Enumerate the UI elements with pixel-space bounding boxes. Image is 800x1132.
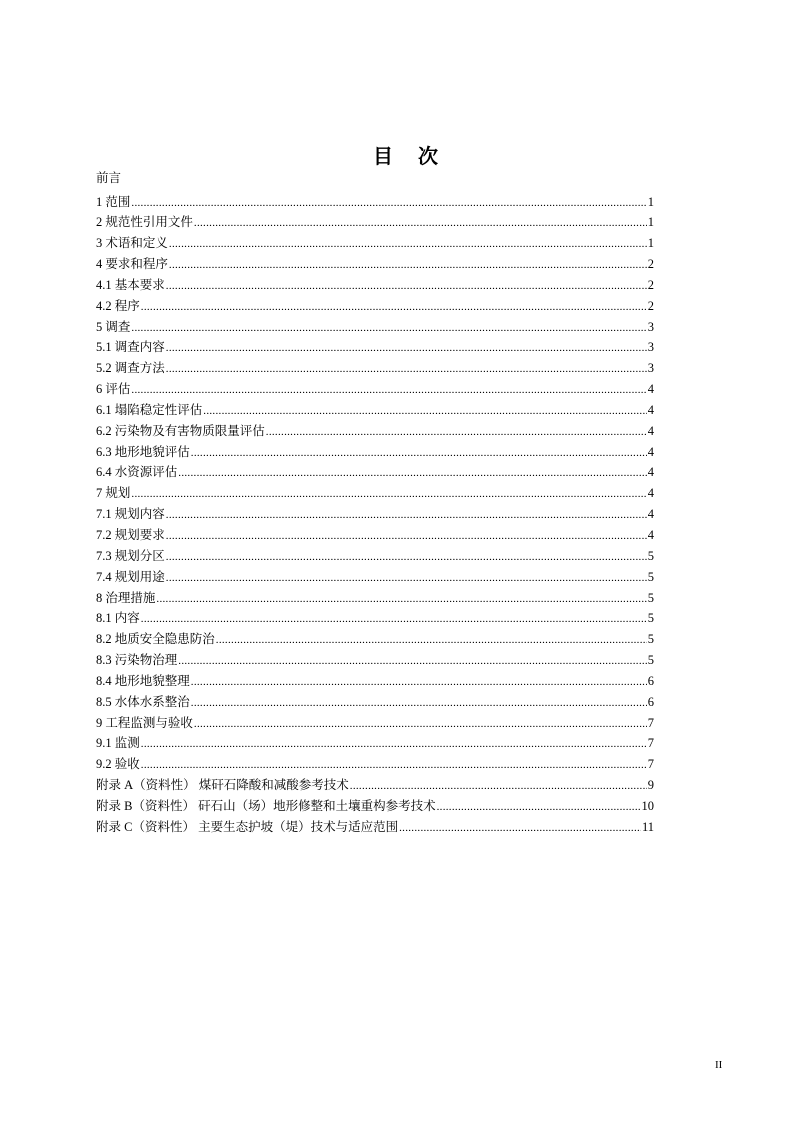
toc-entry-title: 附录 A（资料性） 煤矸石降酸和减酸参考技术: [96, 778, 349, 793]
toc-entry[interactable]: [96, 462, 654, 483]
toc-entry-page: 4: [647, 528, 654, 542]
toc-entry-title: 5 调查: [96, 319, 131, 334]
toc-entry[interactable]: [96, 233, 654, 254]
toc-entry[interactable]: [96, 713, 654, 734]
toc-entry-title: 5.2 调查方法: [96, 361, 165, 376]
toc-leader-dots: [166, 547, 647, 568]
toc-entry[interactable]: [96, 650, 654, 671]
toc-entry[interactable]: [96, 483, 654, 504]
toc-entry-title: 8.1 内容: [96, 611, 140, 626]
toc-leader-dots: [437, 797, 641, 818]
toc-leader-dots: [131, 484, 646, 505]
toc-leader-dots: [191, 693, 647, 714]
toc-leader-dots: [166, 505, 647, 526]
toc-entry[interactable]: [96, 775, 654, 796]
toc-entry-page: 4: [647, 423, 654, 438]
toc-entry-page: 11: [641, 819, 654, 834]
toc-entry[interactable]: [96, 671, 654, 692]
toc-leader-dots: [166, 568, 647, 589]
toc-leader-dots: [216, 630, 647, 651]
toc-entry[interactable]: [96, 317, 654, 338]
toc-entry-title: 7.1 规划内容: [96, 507, 165, 522]
toc-entry[interactable]: [96, 692, 654, 713]
toc-entry-page: 1: [647, 194, 654, 209]
toc-entry-page: 5: [647, 548, 654, 563]
toc-entry-title: 7 规划: [96, 486, 131, 501]
toc-entry[interactable]: [96, 212, 654, 233]
toc-entry-title: 6.3 地形地貌评估: [96, 444, 190, 459]
toc-entry-title: 7.3 规划分区: [96, 548, 165, 563]
toc-entry-page: 2: [647, 277, 654, 292]
toc-entry-title: 3 术语和定义: [96, 236, 168, 251]
toc-entry[interactable]: [96, 754, 654, 775]
toc-entry-title: 6.1 塌陷稳定性评估: [96, 402, 203, 417]
toc-leader-dots: [141, 297, 647, 318]
toc-entry-title: 1 范围: [96, 194, 131, 209]
toc-entry[interactable]: [96, 733, 654, 754]
toc-leader-dots: [141, 755, 647, 776]
toc-entry-title: 8 治理措施: [96, 590, 156, 605]
toc-entry[interactable]: [96, 192, 654, 213]
toc-leader-dots: [178, 463, 646, 484]
toc-entry[interactable]: [96, 608, 654, 629]
toc-leader-dots: [266, 422, 647, 443]
toc-entry[interactable]: [96, 796, 654, 817]
toc-entry[interactable]: [96, 546, 654, 567]
toc-entry-page: 4: [647, 507, 654, 522]
toc-entry-page: 3: [647, 319, 654, 334]
toc-leader-dots: [194, 714, 647, 735]
toc-entry-page: 3: [647, 340, 654, 355]
toc-leader-dots: [141, 734, 647, 755]
toc-entry[interactable]: [96, 275, 654, 296]
toc-leader-dots: [350, 776, 647, 797]
toc-entry-title: 8.2 地质安全隐患防治: [96, 632, 215, 647]
toc-entry[interactable]: [96, 400, 654, 421]
toc-entry-page: 4: [647, 486, 654, 501]
toc-entry-page: 5: [647, 611, 654, 626]
toc-entry-page: 6: [647, 694, 654, 709]
toc-entry[interactable]: [96, 567, 654, 588]
toc-entry[interactable]: [96, 379, 654, 400]
toc-leader-dots: [191, 672, 647, 693]
toc-entry-page: 1: [647, 236, 654, 251]
toc-entry-page: 5: [647, 632, 654, 647]
toc-leader-dots: [166, 526, 647, 547]
toc-entry-page: 7: [647, 757, 654, 772]
toc-entry-title: 9 工程监测与验收: [96, 715, 193, 730]
toc-entry[interactable]: [96, 504, 654, 525]
toc-entry-title: 9.1 监测: [96, 736, 140, 751]
toc-entry-page: 7: [647, 736, 654, 751]
toc-entry-page: 4: [647, 382, 654, 397]
toc-entry-preface[interactable]: 前言: [96, 171, 122, 185]
toc-entry-title: 2 规范性引用文件: [96, 215, 193, 230]
toc-entry[interactable]: [96, 358, 654, 379]
toc-leader-dots: [169, 255, 647, 276]
toc-entry[interactable]: [96, 337, 654, 358]
toc-entry-page: 2: [647, 257, 654, 272]
toc-entry-title: 6 评估: [96, 382, 131, 397]
toc-leader-dots: [203, 401, 646, 422]
toc-entry[interactable]: [96, 296, 654, 317]
toc-leader-dots: [191, 443, 647, 464]
toc-entry-title: 6.2 污染物及有害物质限量评估: [96, 423, 265, 438]
toc-entry-title: 6.4 水资源评估: [96, 465, 178, 480]
toc-leader-dots: [131, 193, 646, 214]
toc-entry[interactable]: [96, 588, 654, 609]
table-of-contents: [96, 192, 654, 838]
toc-entry-title: 8.3 污染物治理: [96, 653, 178, 668]
toc-entry-page: 1: [647, 215, 654, 230]
toc-entry-title: 9.2 验收: [96, 757, 140, 772]
toc-entry-page: 5: [647, 590, 654, 605]
toc-entry-page: 3: [647, 361, 654, 376]
toc-entry-title: 8.5 水体水系整治: [96, 694, 190, 709]
toc-leader-dots: [166, 276, 647, 297]
toc-entry[interactable]: [96, 817, 654, 838]
toc-leader-dots: [399, 818, 641, 839]
toc-leader-dots: [141, 609, 647, 630]
toc-leader-dots: [194, 213, 647, 234]
toc-entry-title: 附录 B（资料性） 矸石山（场）地形修整和土壤重构参考技术: [96, 798, 436, 813]
toc-entry-page: 4: [647, 465, 654, 480]
toc-entry-title: 7.2 规划要求: [96, 528, 165, 542]
toc-entry[interactable]: [96, 254, 654, 275]
toc-entry[interactable]: [96, 421, 654, 442]
toc-leader-dots: [131, 380, 646, 401]
toc-entry-page: 9: [647, 778, 654, 793]
toc-entry-title: 5.1 调查内容: [96, 340, 165, 355]
toc-entry-page: 7: [647, 715, 654, 730]
toc-entry[interactable]: [96, 629, 654, 650]
toc-entry-title: 附录 C（资料性） 主要生态护坡（堤）技术与适应范围: [96, 819, 399, 834]
toc-title: 目 次: [373, 144, 447, 168]
toc-entry-page: 2: [647, 298, 654, 313]
toc-leader-dots: [156, 589, 646, 610]
toc-entry-page: 5: [647, 653, 654, 668]
toc-leader-dots: [166, 338, 647, 359]
page-number: II: [715, 1059, 723, 1071]
toc-leader-dots: [178, 651, 646, 672]
toc-entry[interactable]: [96, 525, 654, 546]
toc-entry-page: 4: [647, 444, 654, 459]
toc-leader-dots: [169, 234, 647, 255]
toc-entry-title: 4.2 程序: [96, 298, 140, 313]
toc-entry-title: 7.4 规划用途: [96, 569, 165, 584]
toc-entry-title: 4 要求和程序: [96, 257, 168, 272]
toc-entry-page: 6: [647, 673, 654, 688]
toc-entry-title: 8.4 地形地貌整理: [96, 673, 190, 688]
toc-entry-page: 5: [647, 569, 654, 584]
toc-entry-page: 10: [641, 798, 654, 813]
toc-entry-title: 4.1 基本要求: [96, 277, 165, 292]
toc-entry-page: 4: [647, 402, 654, 417]
toc-leader-dots: [166, 359, 647, 380]
toc-entry[interactable]: [96, 442, 654, 463]
toc-leader-dots: [131, 318, 646, 339]
